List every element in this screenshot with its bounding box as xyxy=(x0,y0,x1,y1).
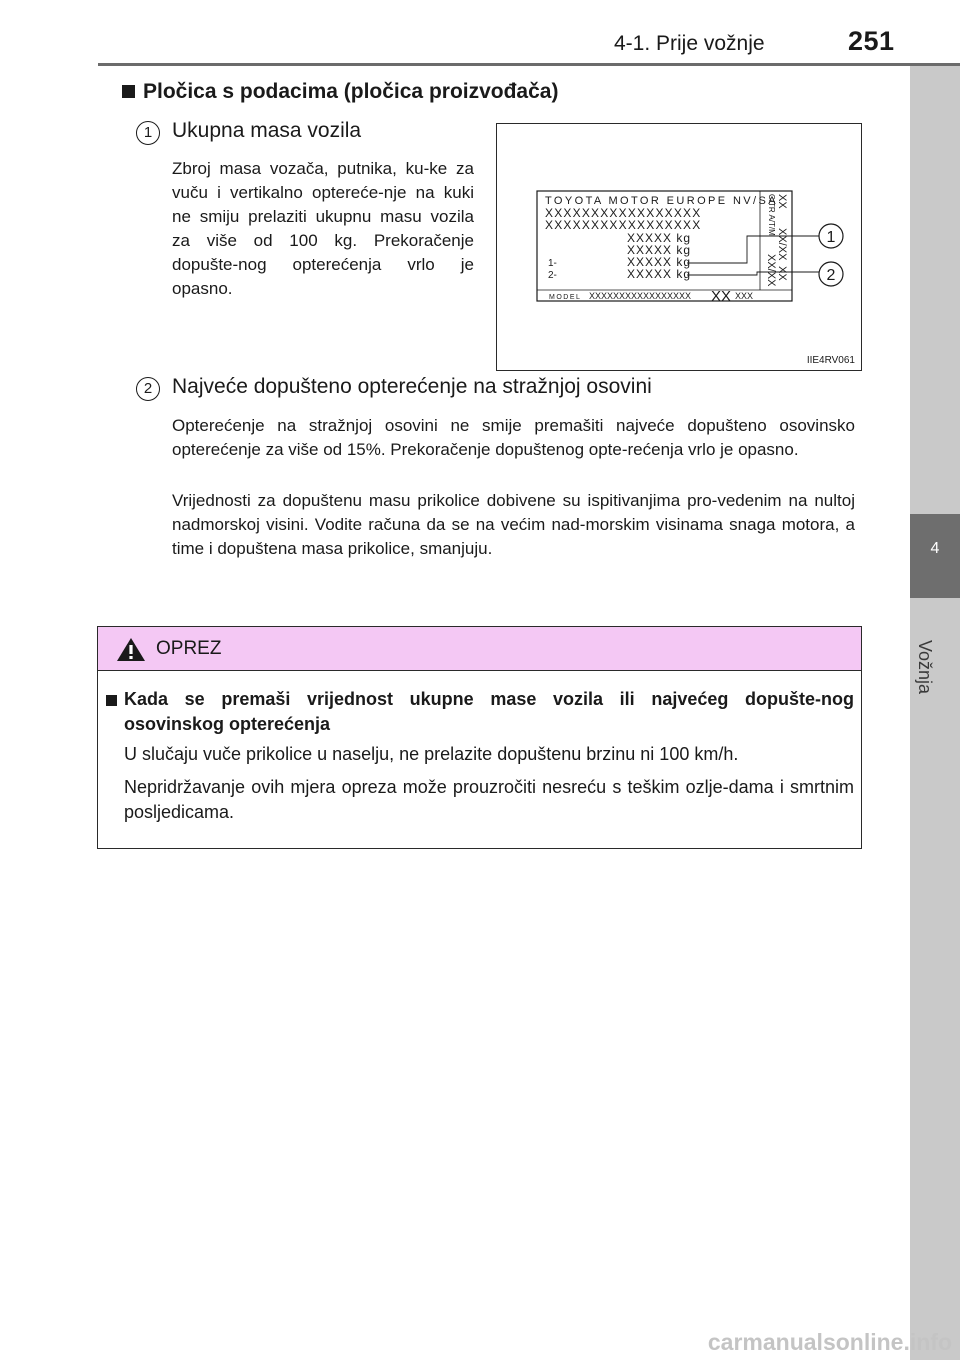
item-2-number: 2 xyxy=(136,377,160,401)
plate-side-value: XX xyxy=(776,266,788,281)
plate-side-value: XX/XX xyxy=(765,254,777,287)
plate-line: XXXXXXXXXXXXXXXXX xyxy=(545,218,702,232)
watermark: carmanualsonline.info xyxy=(707,1329,952,1355)
caution-bullet-icon xyxy=(106,695,117,706)
item-1-title: Ukupna masa vozila xyxy=(172,119,362,142)
plate-line: XXXXX kg xyxy=(627,255,692,269)
chapter-tab-lower xyxy=(910,598,960,1360)
caution-paragraph: Nepridržavanje ovih mjera opreza može prouzročiti nesreću s teškim ozlje-dama i smrtnim posljedicama. xyxy=(124,777,854,822)
axle-label: 2- xyxy=(548,270,557,281)
data-plate-illustration xyxy=(496,123,862,371)
item-1-description: Zbroj masa vozača, putnika, ku-ke za vuču i vertikalno optereće-nje na kuki ne smiju prelaziti ukupnu masu vozila za više od 100 kg. Prekoračenje dopušte-nog opterećenja vrlo je opasno. xyxy=(172,159,474,298)
plate-model-big: XX xyxy=(711,288,732,305)
section-bullet-icon xyxy=(122,85,135,98)
plate-line: XXXXX kg xyxy=(627,231,692,245)
item-1-number: 1 xyxy=(136,121,160,145)
plate-side-letters: C/TR A/T/M xyxy=(767,194,776,236)
chapter-number: 4 xyxy=(930,540,940,557)
plate-line: XXXXX kg xyxy=(627,243,692,257)
header-rule xyxy=(98,63,960,66)
caution-box xyxy=(97,626,862,849)
page-number: 251 xyxy=(848,26,895,56)
figure-code: IIE4RV061 xyxy=(806,355,855,366)
item-2-title: Najveće dopušteno opterećenje na stražnjoj osovini xyxy=(172,375,652,398)
plate-model-value: XXXXXXXXXXXXXXXXX xyxy=(589,291,692,301)
data-plate-drawing xyxy=(497,124,861,370)
header-section-title: 4-1. Prije vožnje xyxy=(614,32,765,55)
caution-header xyxy=(98,627,861,671)
callout-line-1 xyxy=(687,236,819,263)
caution-title: OPREZ xyxy=(156,638,222,659)
warning-triangle-icon xyxy=(116,637,146,662)
plate-line: XXXXX kg xyxy=(627,267,692,281)
callout-number: 2 xyxy=(826,267,836,284)
plate-side-value: XX/XX xyxy=(776,228,788,261)
callout-line-2 xyxy=(687,272,819,275)
callout-number: 1 xyxy=(826,229,836,246)
plate-model-suffix: XXX xyxy=(735,291,754,301)
caution-paragraph: U slučaju vuče prikolice u naselju, ne prelazite dopuštenu brzinu ni 100 km/h. xyxy=(124,744,739,764)
chapter-tab-upper xyxy=(910,66,960,514)
axle-label: 1- xyxy=(548,258,557,269)
chapter-label: Vožnja xyxy=(915,640,935,695)
item-2-paragraph: Opterećenje na stražnjoj osovini ne smije premašiti najveće dopušteno osovinsko opterećenje za više od 15%. Prekoračenje dopuštenog opte-rećenja vrlo je opasno. xyxy=(172,416,855,459)
plate-side-value: XX xyxy=(776,194,788,209)
plate-header: TOYOTA MOTOR EUROPE NV/SA xyxy=(545,195,778,207)
item-2-paragraph: Vrijednosti za dopuštenu masu prikolice dobivene su ispitivanjima pro-vedenim na nultoj nadmorskoj visini. Vodite računa da se na većim nad-morskim visinama snaga motora, a time i dopuštena masa prikolice, smanjuju. xyxy=(172,491,855,558)
section-title: Pločica s podacima (pločica proizvođača) xyxy=(143,80,559,103)
caution-heading: Kada se premaši vrijednost ukupne mase vozila ili najvećeg dopušte-nog osovinskog opterećenja xyxy=(124,689,854,734)
plate-model-label: MODEL xyxy=(549,294,582,301)
plate-line: XXXXXXXXXXXXXXXXX xyxy=(545,206,702,220)
